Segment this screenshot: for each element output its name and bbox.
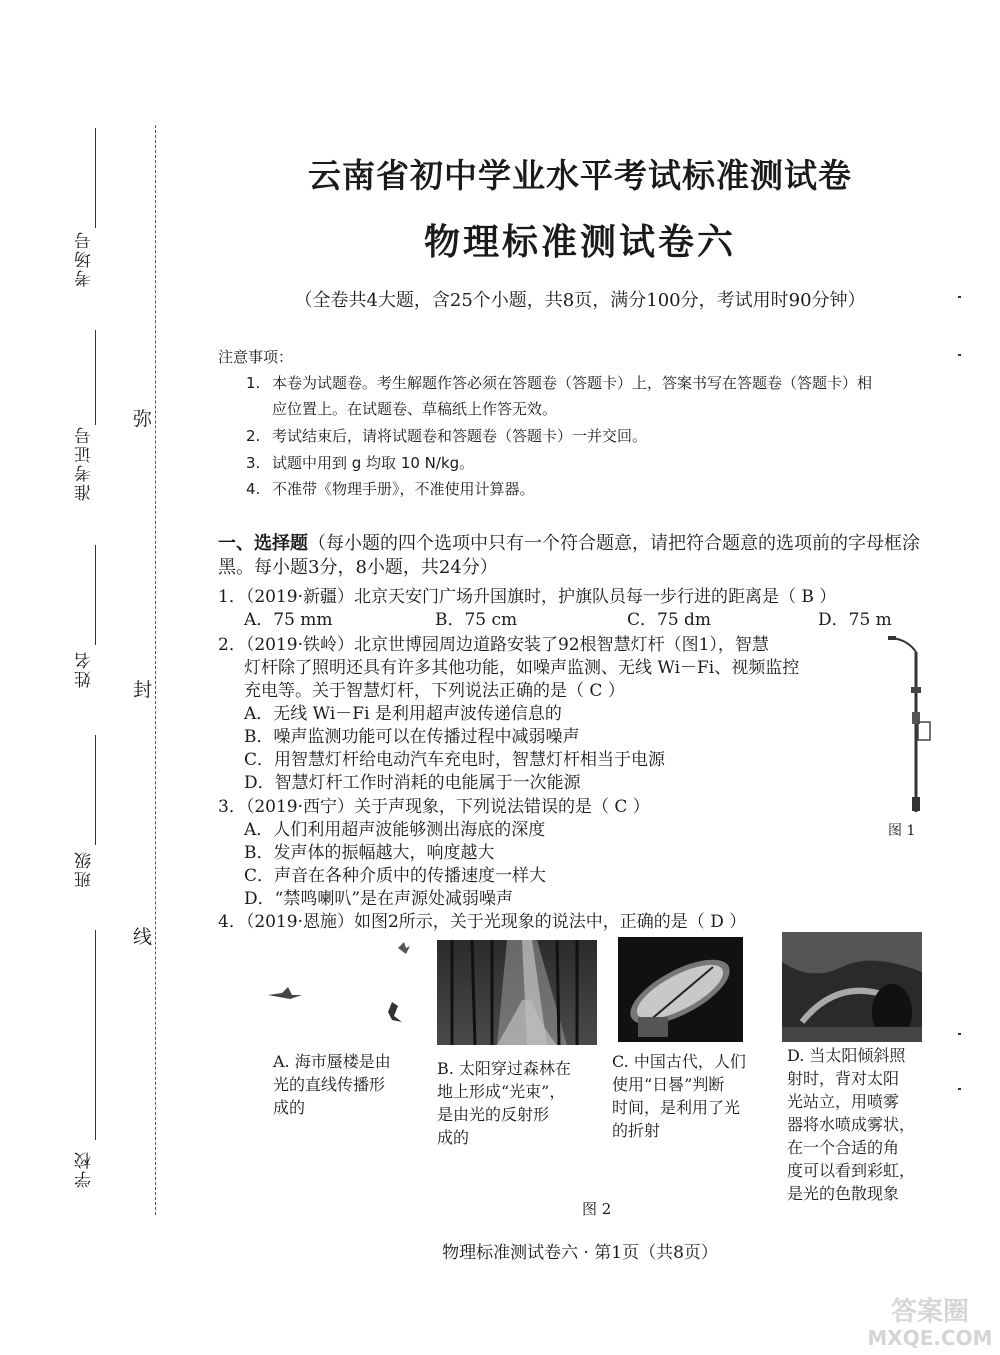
paper-info: （全卷共4大题，含25个小题，共8页，满分100分，考试用时90分钟） xyxy=(294,290,866,311)
question-1-option-c: C．75 dm xyxy=(627,610,712,630)
question-2-stem-cont: 充电等。关于智慧灯杆，下列说法正确的是（ C ） xyxy=(244,681,625,701)
note-text: 考试结束后，请将试题卷和答题卷（答题卡）一并交回。 xyxy=(272,427,648,445)
seal-char-mi: 弥 xyxy=(133,402,152,433)
seal-char-feng: 封 xyxy=(133,673,152,704)
seal-char-xian: 线 xyxy=(133,920,152,951)
note-text: 不准带《物理手册》，不准使用计算器。 xyxy=(272,480,535,498)
svg-text:MXQE.COM: MXQE.COM xyxy=(867,1326,993,1350)
question-3-option-a: A．人们利用超声波能够测出海底的深度 xyxy=(244,820,546,840)
rainbow-spray-picture xyxy=(782,932,922,1042)
question-2-option-d: D．智慧灯杆工作时消耗的电能属于一次能源 xyxy=(244,773,581,793)
site-watermark-logo xyxy=(860,1290,1000,1350)
note-text-cont: 应位置上。在试题卷、草稿纸上作答无效。 xyxy=(272,400,558,418)
forest-light-picture xyxy=(437,940,597,1045)
edge-mark xyxy=(958,296,961,298)
question-4-stem: 4．（2019·恩施）如图2所示，关于光现象的说法中，正确的是（ D ） xyxy=(218,912,747,932)
name-line xyxy=(95,545,96,645)
note-item xyxy=(246,450,474,476)
note-number: 2. xyxy=(246,427,261,445)
question-2-stem-cont: 灯杆除了照明还具有许多其他功能，如噪声监测、无线 Wi－Fi、视频监控 xyxy=(244,658,800,678)
school-label: 学校 xyxy=(75,1150,95,1188)
smart-pole-figure xyxy=(878,632,938,817)
question-2-option-c: C．用智慧灯杆给电动汽车充电时，智慧灯杆相当于电源 xyxy=(244,750,666,770)
question-3-option-d: D．“禁鸣喇叭”是在声源处减弱噪声 xyxy=(244,889,514,909)
note-text: 本卷为试题卷。考生解题作答必须在答题卷（答题卡）上，答案书写在答题卷（答题卡）相 xyxy=(272,374,873,392)
question-3-option-c: C．声音在各种介质中的传播速度一样大 xyxy=(244,866,547,886)
picture-d-caption: D. 当太阳倾斜照 射时，背对太阳 光站立，用喷雾 器将水喷成雾状， 在一个合适的角 度可以看到彩虹， 是光的色散现象 xyxy=(787,1046,916,1203)
section-desc: （每小题的四个选项中只有一个符合题意，请把符合题意的选项前的字母框涂黑。每小题3分，8小题，共24分） xyxy=(218,533,920,578)
exam-series-title: 云南省初中学业水平考试标准测试卷 xyxy=(308,156,852,195)
question-1-stem: 1．（2019·新疆）北京天安门广场升国旗时，护旗队员每一步行进的距离是（ B ） xyxy=(218,587,837,607)
note-item xyxy=(246,423,647,449)
question-1-option-b: B．75 cm xyxy=(435,610,518,630)
page-footer: 物理标准测试卷六 · 第1页（共8页） xyxy=(442,1243,718,1263)
school-line xyxy=(95,930,96,1140)
class-label: 班级 xyxy=(75,850,95,888)
edge-mark xyxy=(958,354,961,356)
question-2-stem: 2．（2019·铁岭）北京世博园周边道路安装了92根智慧灯杆（图1），智慧 xyxy=(218,635,769,655)
edge-mark xyxy=(958,1033,961,1035)
mirage-picture xyxy=(260,940,410,1040)
note-item xyxy=(246,370,872,422)
figure-1-caption: 图 1 xyxy=(888,823,916,839)
figure-2-caption: 图 2 xyxy=(582,1200,612,1218)
section-heading xyxy=(218,532,953,580)
picture-c-caption: C. 中国古代，人们 使用“日晷”判断 时间，是利用了光 的折射 xyxy=(612,1052,746,1140)
picture-b-caption: B. 太阳穿过森林在 地上形成“光束”， 是由光的反射形 成的 xyxy=(437,1059,571,1147)
svg-text:答案圈: 答案圈 xyxy=(890,1297,970,1327)
question-2-option-b: B．噪声监测功能可以在传播过程中减弱噪声 xyxy=(244,727,580,747)
question-3-option-b: B．发声体的振幅越大，响度越大 xyxy=(244,843,495,863)
exam-id-line xyxy=(95,330,96,425)
note-text: 试题中用到 g 均取 10 N/kg。 xyxy=(272,454,475,472)
exam-room-label: 考场号 xyxy=(75,230,95,287)
exam-id-label: 准考证号 xyxy=(75,425,95,501)
paper-title: 物理标准测试卷六 xyxy=(423,221,736,263)
sundial-picture xyxy=(618,937,743,1042)
section-title: 一、选择题 xyxy=(218,533,308,554)
note-number: 1. xyxy=(246,374,261,392)
question-2-option-a: A．无线 Wi－Fi 是利用超声波传递信息的 xyxy=(244,704,562,724)
question-1-option-d: D．75 m xyxy=(818,610,892,630)
note-number: 3. xyxy=(246,454,261,472)
picture-a-caption: A. 海市蜃楼是由 光的直线传播形 成的 xyxy=(273,1052,391,1117)
note-number: 4. xyxy=(246,480,261,498)
question-3-stem: 3．（2019·西宁）关于声现象，下列说法错误的是（ C ） xyxy=(218,797,650,817)
name-label: 姓名 xyxy=(75,650,95,688)
notes-title: 注意事项： xyxy=(218,348,294,366)
note-item xyxy=(246,476,535,502)
class-line xyxy=(95,735,96,845)
question-1-option-a: A．75 mm xyxy=(244,610,333,630)
edge-mark xyxy=(958,1088,961,1090)
